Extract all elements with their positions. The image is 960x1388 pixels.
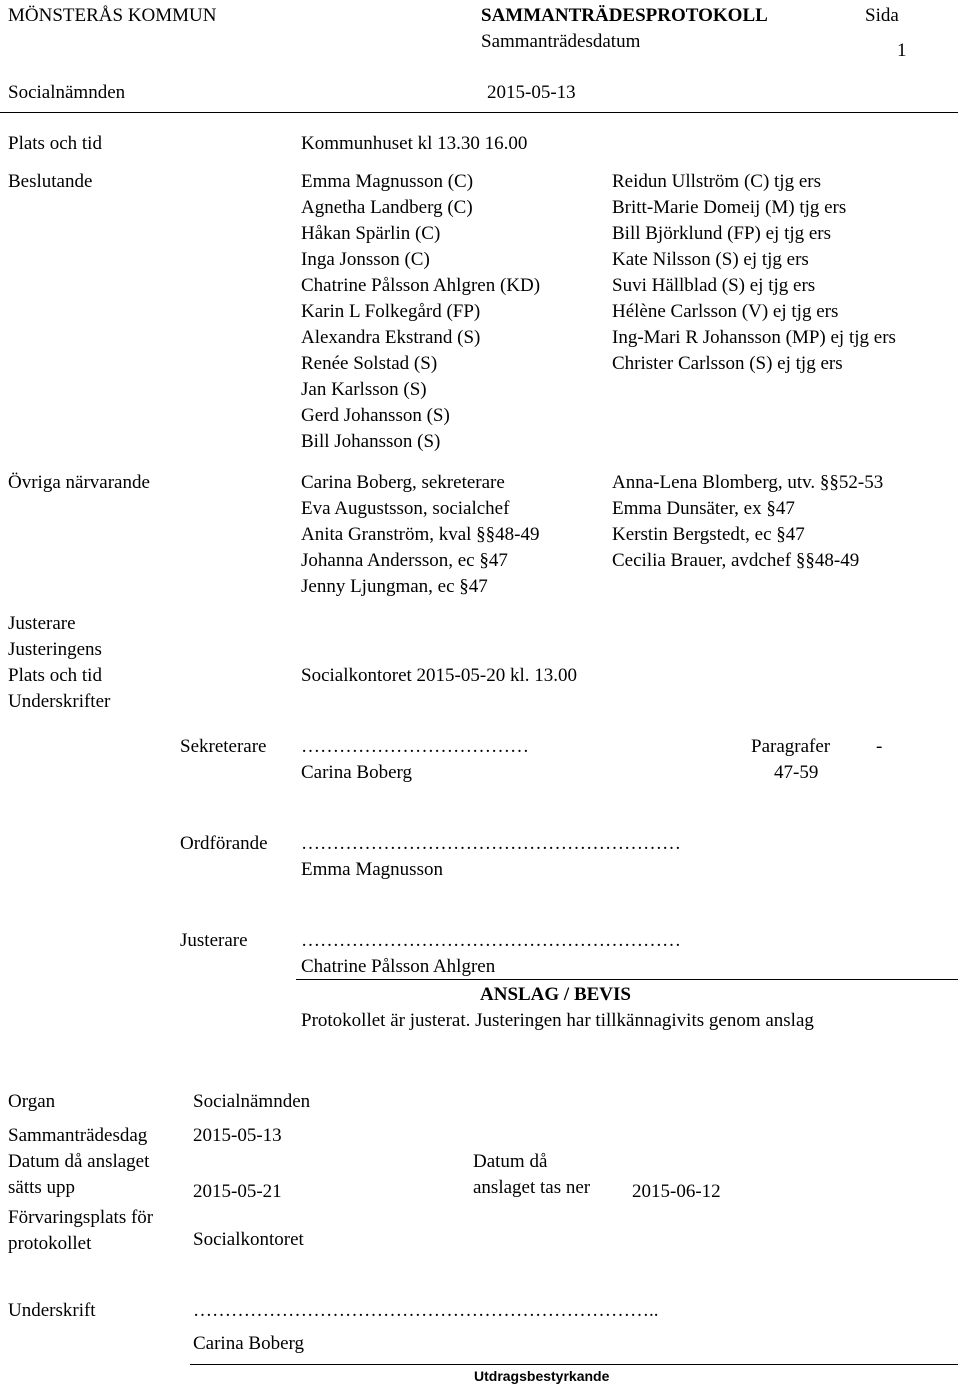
removed-date-value: 2015-06-12 [632, 1181, 721, 1202]
attendee-item: Cecilia Brauer, avdchef §§48-49 [612, 550, 860, 571]
notice-title: ANSLAG / BEVIS [480, 984, 631, 1005]
removed-date-label: Datum då [473, 1151, 548, 1172]
others-present-col1 [301, 470, 540, 600]
certification-label: Utdragsbestyrkande [474, 1368, 610, 1384]
secretary-signature-line: ……………………………… [301, 736, 529, 757]
storage-label-cont: protokollet [8, 1233, 92, 1254]
secretary-label: Sekreterare [180, 736, 267, 757]
deciding-label: Beslutande [8, 171, 93, 192]
attendee-item: Kerstin Bergstedt, ec §47 [612, 524, 805, 545]
substitute-item: Christer Carlsson (S) ej tjg ers [612, 353, 843, 374]
attendee-item: Anna-Lena Blomberg, utv. §§52-53 [612, 472, 884, 493]
storage-label: Förvaringsplats för [8, 1207, 154, 1228]
attendee-item: Carina Boberg, sekreterare [301, 472, 505, 493]
member-item: Bill Johansson (S) [301, 431, 441, 452]
member-item: Renée Solstad (S) [301, 353, 438, 374]
adjuster-name: Chatrine Pålsson Ahlgren [301, 956, 496, 977]
attendee-item: Emma Dunsäter, ex §47 [612, 498, 795, 519]
others-present-col2 [612, 470, 883, 574]
chair-signature-line: …………………………………………………… [301, 833, 681, 854]
adjustment-place-label: Plats och tid [8, 665, 102, 686]
substitute-item: Ing-Mari R Johansson (MP) ej tjg ers [612, 327, 896, 348]
member-item: Chatrine Pålsson Ahlgren (KD) [301, 275, 541, 296]
signature-line: ……………………………………………………………….. [193, 1300, 659, 1321]
adjuster-signature-line: …………………………………………………… [301, 930, 681, 951]
attendee-item: Eva Augustsson, socialchef [301, 498, 510, 519]
substitute-item: Hélène Carlsson (V) ej tjg ers [612, 301, 839, 322]
member-item: Emma Magnusson (C) [301, 171, 474, 192]
deciding-members-list [301, 169, 540, 455]
organ-label: Organ [8, 1091, 56, 1112]
organ-value: Socialnämnden [193, 1091, 311, 1112]
member-item: Jan Karlsson (S) [301, 379, 427, 400]
place-time-label: Plats och tid [8, 133, 102, 154]
substitute-item: Bill Björklund (FP) ej tjg ers [612, 223, 832, 244]
document-type: SAMMANTRÄDESPROTOKOLL [481, 5, 768, 26]
member-item: Inga Jonsson (C) [301, 249, 430, 270]
posted-date-label: Datum då anslaget [8, 1151, 150, 1172]
footer-divider [190, 1364, 958, 1365]
substitute-item: Reidun Ullström (C) tjg ers [612, 171, 821, 192]
member-item: Agnetha Landberg (C) [301, 197, 473, 218]
storage-value: Socialkontoret [193, 1229, 304, 1250]
attendee-item: Johanna Andersson, ec §47 [301, 550, 508, 571]
chair-name: Emma Magnusson [301, 859, 443, 880]
substitute-item: Kate Nilsson (S) ej tjg ers [612, 249, 809, 270]
others-present-label: Övriga närvarande [8, 472, 150, 493]
attendee-item: Jenny Ljungman, ec §47 [301, 576, 488, 597]
adjustment-label: Justeringens [8, 639, 102, 660]
attendee-item: Anita Granström, kval §§48-49 [301, 524, 540, 545]
removed-date-label-cont: anslaget tas ner [473, 1177, 591, 1198]
signature-label: Underskrift [8, 1300, 96, 1321]
chair-label: Ordförande [180, 833, 268, 854]
adjustment-labels [8, 611, 110, 715]
meeting-day-value: 2015-05-13 [193, 1125, 282, 1146]
notice-text: Protokollet är justerat. Justeringen har tillkännagivits genom anslag [301, 1010, 814, 1031]
adjustment-place-value: Socialkontoret 2015-05-20 kl. 13.00 [301, 665, 577, 686]
signatures-label: Underskrifter [8, 691, 111, 712]
meeting-date-label: Sammanträdesdatum [481, 31, 641, 52]
page-label: Sida [865, 5, 899, 26]
paragraphs-dash: - [876, 736, 883, 757]
member-item: Alexandra Ekstrand (S) [301, 327, 481, 348]
place-time-value: Kommunhuset kl 13.30 16.00 [301, 133, 528, 154]
committee-name: Socialnämnden [8, 82, 126, 103]
secretary-name: Carina Boberg [301, 762, 412, 783]
organization-name: MÖNSTERÅS KOMMUN [8, 5, 217, 26]
signature-name: Carina Boberg [193, 1333, 304, 1354]
meeting-date: 2015-05-13 [487, 82, 576, 103]
page-number: 1 [897, 40, 907, 61]
adjuster-sign-label: Justerare [180, 930, 248, 951]
paragraphs-label: Paragrafer [751, 736, 831, 757]
member-item: Håkan Spärlin (C) [301, 223, 441, 244]
substitute-item: Britt-Marie Domeij (M) tjg ers [612, 197, 847, 218]
meeting-day-label: Sammanträdesdag [8, 1125, 148, 1146]
notice-divider [296, 979, 958, 980]
paragraphs-value: 47-59 [774, 762, 819, 783]
member-item: Karin L Folkegård (FP) [301, 301, 481, 322]
posted-date-label-cont: sätts upp [8, 1177, 76, 1198]
adjuster-label: Justerare [8, 613, 76, 634]
substitute-item: Suvi Hällblad (S) ej tjg ers [612, 275, 816, 296]
header-divider [0, 112, 958, 113]
posted-date-value: 2015-05-21 [193, 1181, 282, 1202]
substitutes-list [612, 169, 896, 377]
member-item: Gerd Johansson (S) [301, 405, 450, 426]
